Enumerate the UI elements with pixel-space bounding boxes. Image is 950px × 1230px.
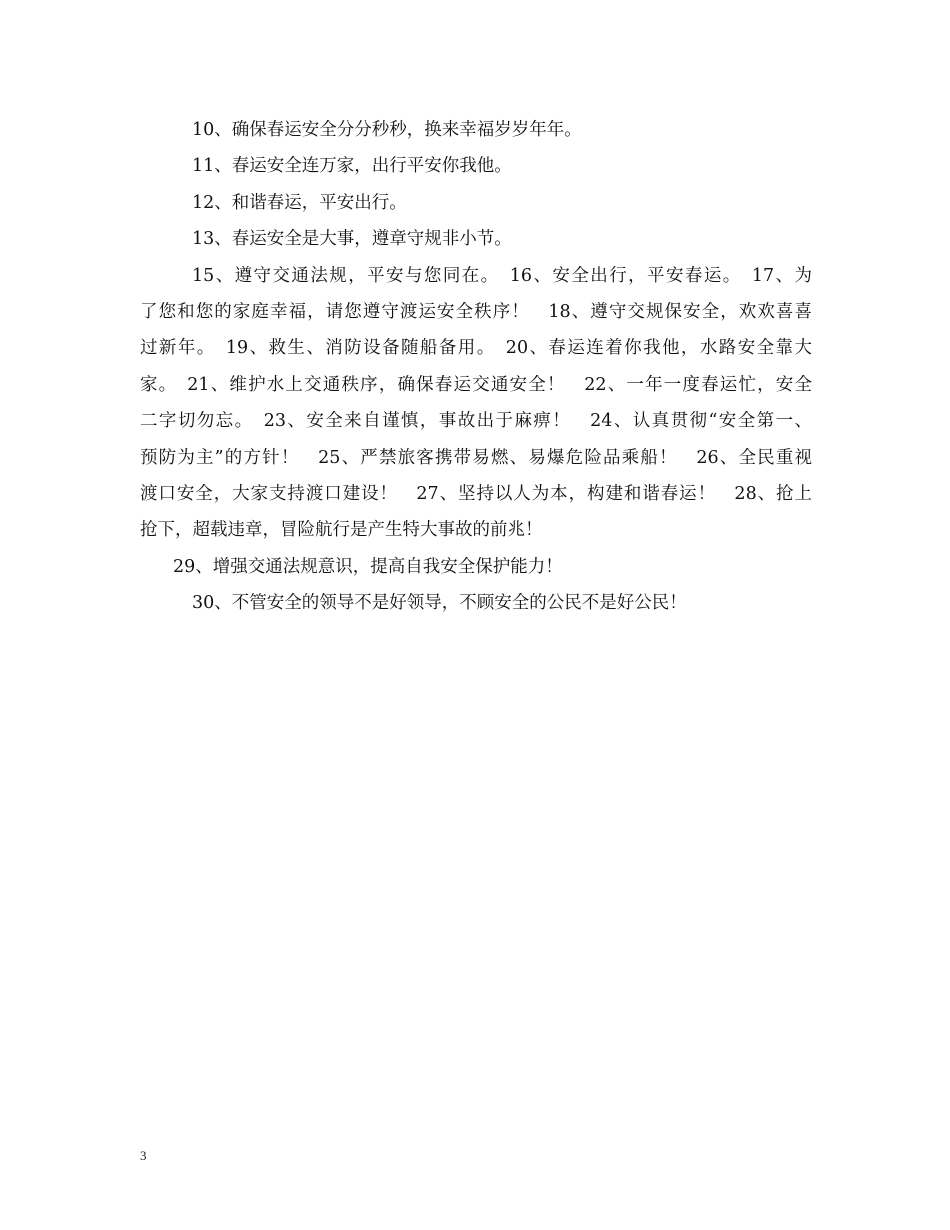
paragraph-line-6: 预防为主”的方针！ 25、严禁旅客携带易燃、易爆危险品乘船！ 26、全民重视 xyxy=(140,447,812,468)
paragraph-line-7: 渡口安全，大家支持渡口建设！ 27、坚持以人为本，构建和谐春运！ 28、抢上 xyxy=(140,484,812,505)
slogan-line-29: 29、增强交通法规意识，提高自我安全保护能力！ xyxy=(173,556,563,577)
document-body xyxy=(140,112,812,622)
paragraph-line-8: 抢下，超载违章，冒险航行是产生特大事故的前兆！ xyxy=(140,520,543,541)
page-number: 3 xyxy=(140,1148,147,1163)
slogan-line-12: 12、和谐春运，平安出行。 xyxy=(192,192,407,213)
slogan-paragraph xyxy=(140,258,812,549)
paragraph-line-3: 过新年。 19、救生、消防设备随船备用。 20、春运连着你我他，水路安全靠大 xyxy=(140,338,812,359)
paragraph-line-4: 家。 21、维护水上交通秩序，确保春运交通安全！ 22、一年一度春运忙，安全 xyxy=(140,374,812,395)
paragraph-line-2: 了您和您的家庭幸福，请您遵守渡运安全秩序！ 18、遵守交规保安全，欢欢喜喜 xyxy=(140,302,812,323)
paragraph-line-1: 15、遵守交通法规，平安与您同在。 16、安全出行，平安春运。 17、为 xyxy=(192,265,812,286)
slogan-line-13: 13、春运安全是大事，遵章守规非小节。 xyxy=(192,229,512,250)
slogan-line-30: 30、不管安全的领导不是好领导，不顾安全的公民不是好公民！ xyxy=(192,593,687,614)
paragraph-line-5: 二字切勿忘。 23、安全来自谨慎，事故出于麻痹！ 24、认真贯彻“安全第一、 xyxy=(140,411,812,432)
slogan-line-11: 11、春运安全连万家，出行平安你我他。 xyxy=(192,156,512,177)
slogan-line-10: 10、确保春运安全分分秒秒，换来幸福岁岁年年。 xyxy=(192,120,582,140)
